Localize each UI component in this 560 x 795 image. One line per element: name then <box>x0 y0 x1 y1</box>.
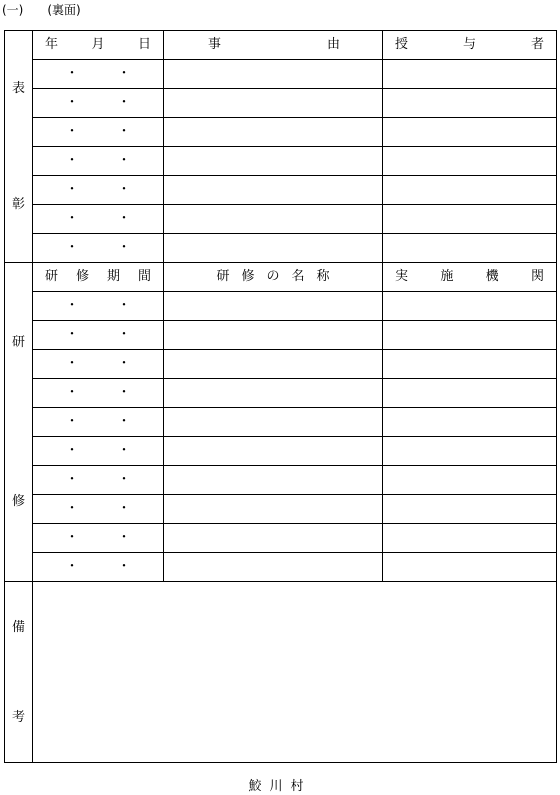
remarks-label-char-1: 備 <box>11 619 25 635</box>
training-name-cell[interactable] <box>164 437 383 466</box>
award-date-cell[interactable] <box>33 60 164 89</box>
date-separator: ・ ・ <box>65 124 131 139</box>
col-header-name-char-5: 称 <box>316 269 330 284</box>
remarks-section-label <box>5 582 33 763</box>
award-date-cell[interactable] <box>33 118 164 147</box>
award-grantor-cell[interactable] <box>383 118 557 147</box>
award-date-cell[interactable] <box>33 234 164 263</box>
award-header-row <box>5 31 557 60</box>
training-row <box>5 495 557 524</box>
training-name-cell[interactable] <box>164 350 383 379</box>
award-row <box>5 147 557 176</box>
col-header-day: 日 <box>137 37 151 52</box>
award-label-char-1: 表 <box>11 81 25 97</box>
date-separator: ・ ・ <box>65 95 131 110</box>
award-grantor-cell[interactable] <box>383 234 557 263</box>
training-org-cell[interactable] <box>383 321 557 350</box>
col-header-period-char-4: 間 <box>137 269 151 284</box>
award-date-cell[interactable] <box>33 147 164 176</box>
training-org-cell[interactable] <box>383 553 557 582</box>
training-name-cell[interactable] <box>164 466 383 495</box>
training-period-cell[interactable] <box>33 495 164 524</box>
footer-village-name: 鮫川村 <box>248 779 312 794</box>
training-period-cell[interactable] <box>33 379 164 408</box>
training-org-cell[interactable] <box>383 350 557 379</box>
award-row <box>5 176 557 205</box>
training-period-cell[interactable] <box>33 466 164 495</box>
award-row <box>5 118 557 147</box>
remarks-field[interactable] <box>33 582 557 763</box>
col-header-training-org <box>383 263 557 292</box>
training-period-cell[interactable] <box>33 408 164 437</box>
training-name-cell[interactable] <box>164 408 383 437</box>
award-grantor-cell[interactable] <box>383 89 557 118</box>
col-header-org-char-4: 関 <box>530 269 544 284</box>
date-separator: ・ ・ <box>65 559 131 574</box>
training-header-row <box>5 263 557 292</box>
training-period-cell[interactable] <box>33 437 164 466</box>
training-org-cell[interactable] <box>383 408 557 437</box>
col-header-org-char-1: 実 <box>395 269 409 284</box>
training-label-char-1: 研 <box>11 335 25 350</box>
award-row <box>5 205 557 234</box>
training-label-char-2: 修 <box>11 494 25 509</box>
remarks-row <box>5 582 557 763</box>
training-org-cell[interactable] <box>383 437 557 466</box>
col-header-org-char-3: 機 <box>485 269 499 284</box>
col-header-training-name <box>164 263 383 292</box>
training-row <box>5 379 557 408</box>
training-org-cell[interactable] <box>383 466 557 495</box>
col-header-reason-char-1: 事 <box>208 37 222 52</box>
training-row <box>5 553 557 582</box>
col-header-name-char-4: 名 <box>291 269 305 284</box>
award-row <box>5 234 557 263</box>
award-grantor-cell[interactable] <box>383 60 557 89</box>
col-header-period-char-1: 研 <box>45 269 59 284</box>
award-reason-cell[interactable] <box>164 234 383 263</box>
training-org-cell[interactable] <box>383 524 557 553</box>
col-header-reason <box>164 31 383 60</box>
remarks-label-char-2: 考 <box>11 709 25 725</box>
training-name-cell[interactable] <box>164 524 383 553</box>
training-period-cell[interactable] <box>33 292 164 321</box>
training-period-cell[interactable] <box>33 321 164 350</box>
date-separator: ・ ・ <box>65 298 131 313</box>
award-row <box>5 89 557 118</box>
training-section-label <box>5 263 33 582</box>
date-separator: ・ ・ <box>65 240 131 255</box>
training-row <box>5 292 557 321</box>
training-period-cell[interactable] <box>33 553 164 582</box>
training-name-cell[interactable] <box>164 553 383 582</box>
col-header-year: 年 <box>45 37 59 52</box>
training-name-cell[interactable] <box>164 321 383 350</box>
training-row <box>5 321 557 350</box>
col-header-org-char-2: 施 <box>440 269 454 284</box>
date-separator: ・ ・ <box>65 414 131 429</box>
award-label-char-2: 彰 <box>11 196 25 212</box>
award-grantor-cell[interactable] <box>383 176 557 205</box>
training-name-cell[interactable] <box>164 379 383 408</box>
date-separator: ・ ・ <box>65 530 131 545</box>
date-separator: ・ ・ <box>65 472 131 487</box>
award-reason-cell[interactable] <box>164 147 383 176</box>
training-name-cell[interactable] <box>164 495 383 524</box>
col-header-reason-char-2: 由 <box>326 37 340 52</box>
training-row <box>5 524 557 553</box>
training-row <box>5 437 557 466</box>
col-header-grantor <box>383 31 557 60</box>
date-separator: ・ ・ <box>65 385 131 400</box>
training-row <box>5 408 557 437</box>
date-separator: ・ ・ <box>65 211 131 226</box>
date-separator: ・ ・ <box>65 327 131 342</box>
award-reason-cell[interactable] <box>164 89 383 118</box>
training-row <box>5 466 557 495</box>
date-separator: ・ ・ <box>65 443 131 458</box>
col-header-name-char-2: 修 <box>241 269 255 284</box>
col-header-period-char-2: 修 <box>75 269 89 284</box>
training-period-cell[interactable] <box>33 350 164 379</box>
record-form-table <box>4 30 557 763</box>
award-reason-cell[interactable] <box>164 205 383 234</box>
training-org-cell[interactable] <box>383 495 557 524</box>
col-header-grantor-char-3: 者 <box>530 37 544 52</box>
award-reason-cell[interactable] <box>164 60 383 89</box>
award-grantor-cell[interactable] <box>383 205 557 234</box>
award-reason-cell[interactable] <box>164 176 383 205</box>
training-name-cell[interactable] <box>164 292 383 321</box>
date-separator: ・ ・ <box>65 182 131 197</box>
award-row <box>5 60 557 89</box>
page-header: (一) (裏面) <box>2 3 81 17</box>
date-separator: ・ ・ <box>65 66 131 81</box>
training-row <box>5 350 557 379</box>
award-reason-cell[interactable] <box>164 118 383 147</box>
col-header-name-char-1: 研 <box>216 269 230 284</box>
training-org-cell[interactable] <box>383 292 557 321</box>
award-grantor-cell[interactable] <box>383 147 557 176</box>
date-separator: ・ ・ <box>65 153 131 168</box>
date-separator: ・ ・ <box>65 356 131 371</box>
award-date-cell[interactable] <box>33 205 164 234</box>
col-header-grantor-char-1: 授 <box>395 37 409 52</box>
award-date-cell[interactable] <box>33 89 164 118</box>
col-header-training-period <box>33 263 164 292</box>
col-header-grantor-char-2: 与 <box>462 37 476 52</box>
date-separator: ・ ・ <box>65 501 131 516</box>
award-section-label <box>5 31 33 263</box>
col-header-period-char-3: 期 <box>106 269 120 284</box>
col-header-name-char-3: の <box>266 269 280 284</box>
training-period-cell[interactable] <box>33 524 164 553</box>
award-date-cell[interactable] <box>33 176 164 205</box>
training-org-cell[interactable] <box>383 379 557 408</box>
col-header-date <box>33 31 164 60</box>
col-header-month: 月 <box>91 37 105 52</box>
